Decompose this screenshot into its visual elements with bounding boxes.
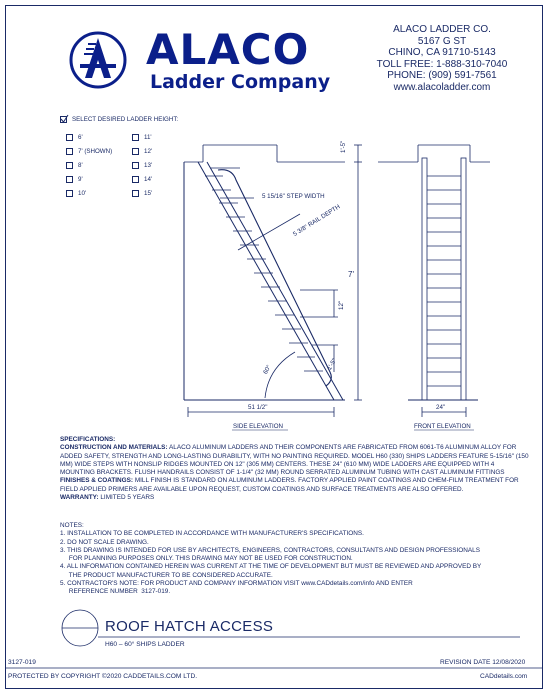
base-dim-label: 51 1/2"	[248, 404, 268, 411]
option-label: 14'	[144, 176, 153, 183]
revision-date: REVISION DATE 12/08/2020	[440, 659, 526, 666]
copyright-notice: PROTECTED BY COPYRIGHT ©2020 CADDETAILS.COM LTD.	[8, 673, 198, 680]
company-street: 5167 G ST	[417, 35, 467, 47]
bottom-dim-label: 1'-5"	[326, 357, 339, 372]
logo-wordmark: ALACO	[146, 25, 310, 74]
option-label: 12'	[144, 148, 153, 155]
spec-finishes-label: FINISHES & COATINGS:	[60, 477, 134, 485]
front-elevation-label: FRONT ELEVATION	[414, 423, 471, 430]
caddetails-link[interactable]: CADdetails.com	[480, 673, 528, 680]
note-item: FOR PLANNING PURPOSES ONLY. THIS DRAWING MAY NOT BE USED FOR CONSTRUCTION.	[60, 555, 353, 563]
angle-label: 60°	[262, 363, 273, 376]
spec-warranty-label: WARRANTY:	[60, 494, 99, 502]
company-city: CHINO, CA 91710-5143	[388, 47, 496, 58]
notes	[60, 522, 530, 597]
notes-heading: NOTES:	[60, 522, 84, 529]
option-label: 10'	[78, 190, 87, 197]
top-dim-label: 1'-5"	[340, 140, 347, 153]
option-label: 8'	[78, 162, 83, 169]
reference-number: 3127-019	[8, 659, 36, 666]
note-item: 4. ALL INFORMATION CONTAINED HEREIN WAS CURRENT AT THE TIME OF DEVELOPMENT BUT MUST BE REVIEWED AND APPROVED BY	[60, 563, 482, 571]
spec-construction-text: ALACO ALUMINUM LADDERS AND THEIR COMPONENTS ARE FABRICATED FROM 6061-T6 ALUMINUM ALLOY FOR ADDED SAFETY, STRENGTH AND LONG-LASTING DURABILITY, WITH NO PAINTING REQUIRED. MODEL H60 (330) SHIPS LADDERS FEATURE 5-15/16" (150 MM) WIDE STEPS WITH NONSLIP RIDGES MOUNTED ON 12" (305 MM) CENTERS. THESE 24" (610 MM) WIDE LADDERS ARE EQUIPPED WITH 4 MOUNTING BRACKETS. FLUSH HANDRAILS CONSIST OF 1-1/4" (32 MM) ROUND SERRATED ALUMINUM TUBING WITH CAST ALUMINUM FITTINGS	[60, 444, 529, 477]
specifications	[60, 436, 530, 502]
option-label: 6'	[78, 134, 83, 141]
option-label: 9'	[78, 176, 83, 183]
step-width-label: 5 15/16" STEP WIDTH	[262, 193, 325, 200]
note-item: 2. DO NOT SCALE DRAWING.	[60, 538, 149, 546]
note-item: THE PRODUCT MANUFACTURER TO BE CONSIDERED ACCURATE.	[60, 571, 273, 579]
spec-construction-label: CONSTRUCTION AND MATERIALS:	[60, 444, 168, 452]
side-elevation-label: SIDE ELEVATION	[233, 423, 283, 430]
spec-warranty-text: LIMITED 5 YEARS	[100, 494, 155, 502]
option-label: 11'	[144, 134, 152, 141]
company-phone: PHONE: (909) 591-7561	[387, 70, 497, 81]
logo-subtitle: Ladder Company	[150, 71, 331, 93]
rail-depth-label: 5 3/8" RAIL DEPTH	[292, 203, 342, 238]
note-item: REFERENCE NUMBER 3127-019.	[60, 588, 171, 596]
option-label: 15'	[144, 190, 153, 197]
option-label: 7' (SHOWN)	[78, 148, 113, 155]
drawing-subtitle: H60 – 60° SHIPS LADDER	[105, 641, 185, 648]
spec-construction	[60, 444, 530, 477]
spec-finishes-text: MILL FINISH IS STANDARD ON ALUMINUM LADDERS. FACTORY APPLIED PAINT COATINGS AND CHEM-FILM TREATMENT FOR FIELD APPLIED PRIMERS ARE AVAILABLE UPON REQUEST, CUSTOM COATINGS AND SURFACE TREATMENTS ARE ALSO OFFERED.	[60, 477, 519, 493]
company-tollfree: TOLL FREE: 1-888-310-7040	[376, 58, 508, 70]
note-item: 3. THIS DRAWING IS INTENDED FOR USE BY ARCHITECTS, ENGINEERS, CONTRACTORS, CONSULTANTS AND DESIGN PROFESSIONALS	[60, 546, 480, 554]
spacing-dim-label: 12"	[338, 300, 345, 310]
drawing-title: ROOF HATCH ACCESS	[105, 618, 274, 635]
note-item: 1. INSTALLATION TO BE COMPLETED IN ACCORDANCE WITH MANUFACTURER'S SPECIFICATIONS.	[60, 530, 364, 538]
spec-warranty	[60, 494, 530, 502]
spec-heading: SPECIFICATIONS:	[60, 436, 116, 443]
height-selector-label: SELECT DESIRED LADDER HEIGHT:	[72, 116, 179, 123]
company-web[interactable]: www.alacoladder.com	[393, 81, 491, 93]
height-dim-label: 7'	[348, 270, 354, 279]
width-dim-label: 24"	[436, 404, 446, 411]
company-name: ALACO LADDER CO.	[393, 24, 491, 35]
angle-arc	[265, 352, 295, 398]
option-label: 13'	[144, 162, 153, 169]
spec-finishes	[60, 477, 530, 494]
note-item: 5. CONTRACTOR'S NOTE: FOR PRODUCT AND COMPANY INFORMATION VISIT www.CADdetails.com/info AND ENTER	[60, 580, 413, 588]
